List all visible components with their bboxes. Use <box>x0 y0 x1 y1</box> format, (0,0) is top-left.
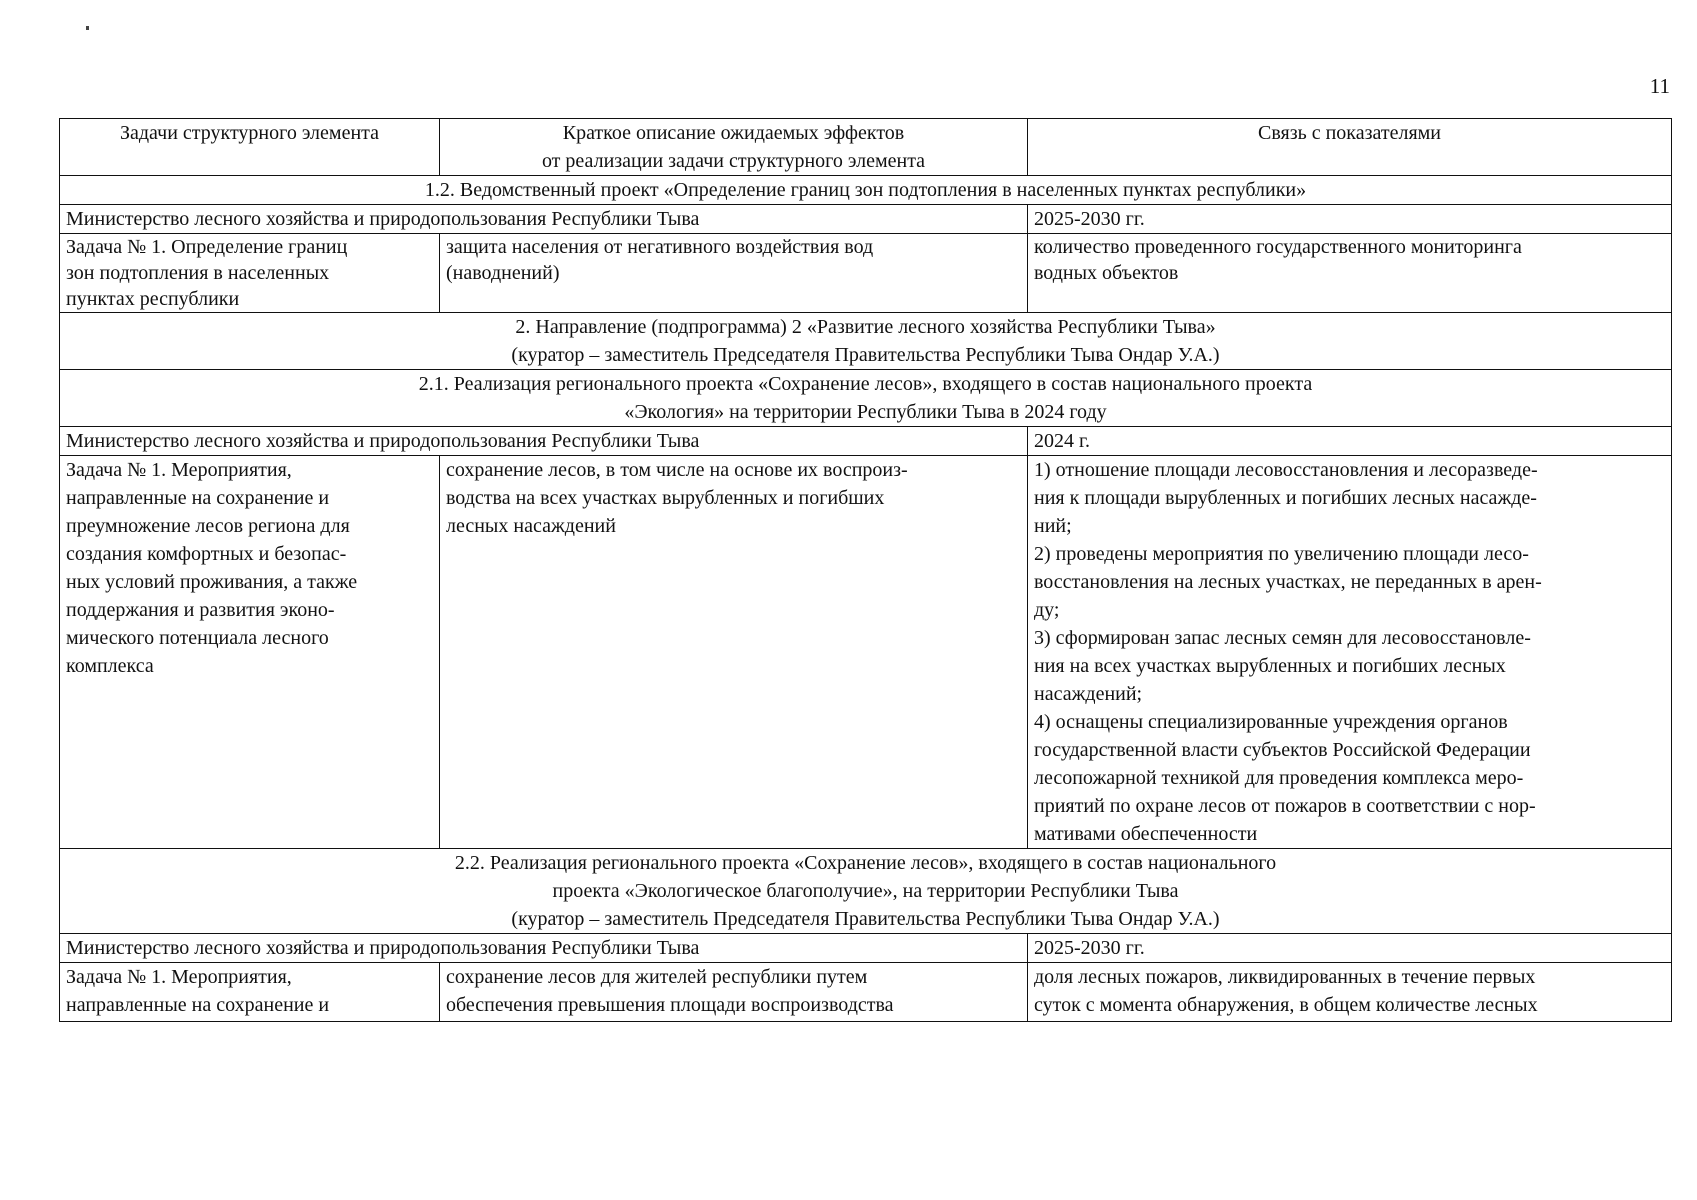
indicator-cell: доля лесных пожаров, ликвидированных в течение первых суток с момента обнаружения, в общем количестве лесных <box>1028 963 1672 1022</box>
section-title-row <box>60 849 1672 934</box>
implementation-period: 2024 г. <box>1028 427 1672 456</box>
implementation-period: 2025-2030 гг. <box>1028 205 1672 234</box>
effect-cell: защита населения от негативного воздействия вод (наводнений) <box>440 234 1028 313</box>
effect-cell: сохранение лесов для жителей республики путем обеспечения превышения площади воспроизводства <box>440 963 1028 1022</box>
header-indicators: Связь с показателями <box>1028 119 1672 176</box>
section-title-row <box>60 176 1672 205</box>
section-title-2-2: 2.2. Реализация регионального проекта «Сохранение лесов», входящего в состав национального проекта «Экологическое благополучие», на территории Республики Тыва (куратор – заместитель Председателя Правительства Республики Тыва Ондар У.А.) <box>60 849 1672 934</box>
section-title-1-2: 1.2. Ведомственный проект «Определение границ зон подтопления в населенных пунктах республики» <box>60 176 1672 205</box>
responsible-row <box>60 427 1672 456</box>
program-structure-table <box>59 118 1672 1022</box>
task-row <box>60 456 1672 849</box>
task-row <box>60 234 1672 313</box>
header-tasks: Задачи структурного элемента <box>60 119 440 176</box>
indicator-cell: количество проведенного государственного мониторинга водных объектов <box>1028 234 1672 313</box>
page-number: 11 <box>1649 74 1670 98</box>
section-title-2-1: 2.1. Реализация регионального проекта «Сохранение лесов», входящего в состав национального проекта «Экология» на территории Республики Тыва в 2024 году <box>60 370 1672 427</box>
table-header-row <box>60 119 1672 176</box>
header-effects: Краткое описание ожидаемых эффектов от реализации задачи структурного элемента <box>440 119 1028 176</box>
responsible-row <box>60 205 1672 234</box>
scan-speck <box>86 26 89 30</box>
responsible-ministry: Министерство лесного хозяйства и природопользования Республики Тыва <box>60 427 1028 456</box>
task-cell: Задача № 1. Определение границ зон подтопления в населенных пунктах республики <box>60 234 440 313</box>
section-title-row <box>60 313 1672 370</box>
section-title-2: 2. Направление (подпрограмма) 2 «Развитие лесного хозяйства Республики Тыва» (куратор – заместитель Председателя Правительства Республики Тыва Ондар У.А.) <box>60 313 1672 370</box>
responsible-ministry: Министерство лесного хозяйства и природопользования Республики Тыва <box>60 934 1028 963</box>
task-cell: Задача № 1. Мероприятия, направленные на сохранение и преумножение лесов региона для создания комфортных и безопас- ных условий проживания, а также поддержания и развития эконо- мического потенциала лесного комплекса <box>60 456 440 849</box>
responsible-row <box>60 934 1672 963</box>
section-title-row <box>60 370 1672 427</box>
task-row <box>60 963 1672 1022</box>
effect-cell: сохранение лесов, в том числе на основе их воспроиз- водства на всех участках вырубленных и погибших лесных насаждений <box>440 456 1028 849</box>
responsible-ministry: Министерство лесного хозяйства и природопользования Республики Тыва <box>60 205 1028 234</box>
implementation-period: 2025-2030 гг. <box>1028 934 1672 963</box>
task-cell: Задача № 1. Мероприятия, направленные на сохранение и <box>60 963 440 1022</box>
indicator-cell: 1) отношение площади лесовосстановления и лесоразведе- ния к площади вырубленных и погибших лесных насажде- ний; 2) проведены мероприятия по увеличению площади лесо- восстановления на лесных участках, не переданных в арен- ду; 3) сформирован запас лесных семян для лесовосстановле- ния на всех участках вырубленных и погибших лесных насаждений; 4) оснащены специализированные учреждения органов государственной власти субъектов Российской Федерации лесопожарной техникой для проведения комплекса меро- приятий по охране лесов от пожаров в соответствии с нор- мативами обеспеченности <box>1028 456 1672 849</box>
